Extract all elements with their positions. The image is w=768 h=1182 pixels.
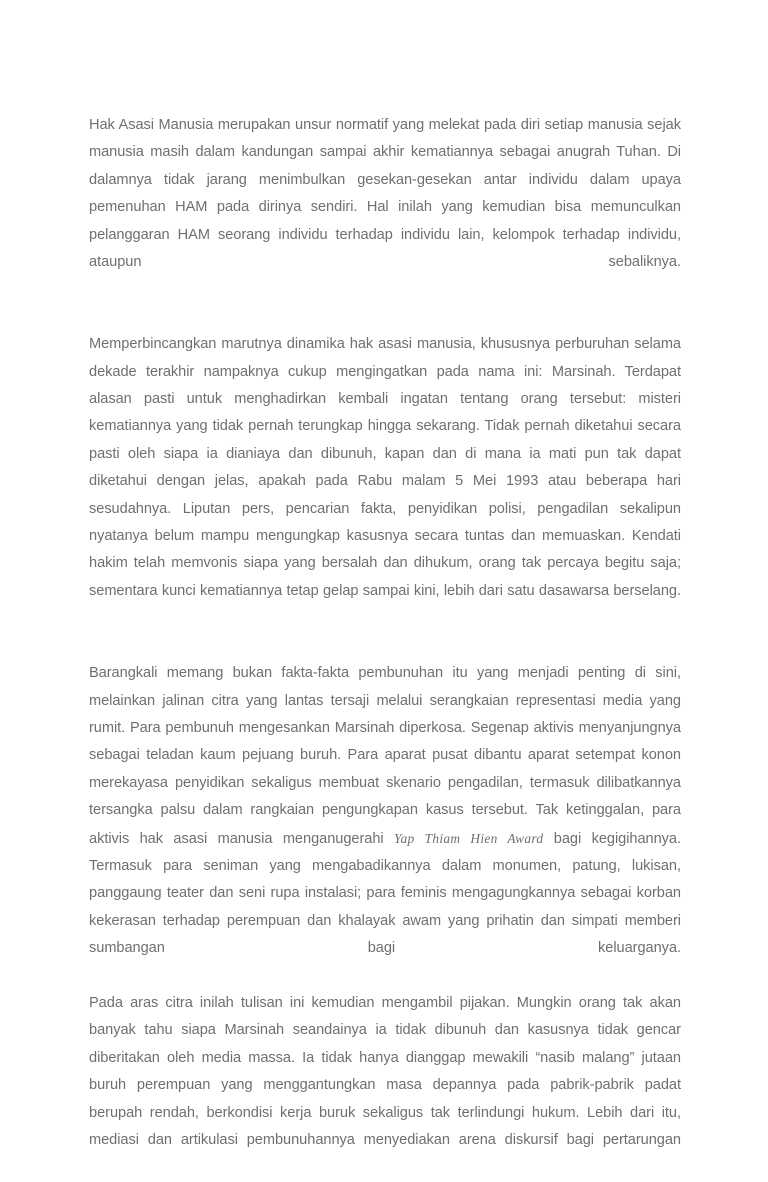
paragraph-2: Memperbincangkan marutnya dinamika hak asasi manusia, khususnya perburuhan selama dekade terakhir nampaknya cukup mengingatkan pada nama ini: Marsinah. Terdapat alasan pasti untuk menghadirkan kembali ingatan tentang orang tersebut: misteri kematiannya yang tidak pernah terungkap hingga sekarang. Tidak pernah diketahui secara pasti oleh siapa ia dianiaya dan dibunuh, kapan dan di mana ia mati pun tak dapat diketahui dengan jelas, apakah pada Rabu malam 5 Mei 1993 atau beberapa hari sesudahnya. Liputan pers, pencarian fakta, penyidikan polisi, pengadilan sekalipun nyatanya belum mampu mengungkap kasusnya secara tuntas dan memuaskan. Kendati hakim telah memvonis siapa yang bersalah dan dihukum, orang tak percaya begitu saja; sementara kunci kematiannya tetap gelap sampai kini, lebih dari satu dasawarsa berselang. xyxy=(89,336,681,599)
document-text-body xyxy=(89,112,681,1182)
paragraph-4: Pada aras citra inilah tulisan ini kemudian mengambil pijakan. Mungkin orang tak akan banyak tahu siapa Marsinah seandainya ia tidak dibunuh dan kasusnya tidak gencar diberitakan oleh media massa. Ia tidak hanya dianggap mewakili “nasib malang” jutaan buruh perempuan yang menggantungkan masa depannya pada pabrik-pabrik padat berupah rendah, berkondisi kerja buruk sekaligus tak terlindungi hukum. Lebih dari itu, mediasi dan artikulasi pembunuhannya menyediakan arena diskursif bagi pertarungan xyxy=(89,994,681,1148)
yap-thiam-hien-award-italic: Yap Thiam Hien Award xyxy=(394,830,544,846)
paragraph-3-text-before-award: Barangkali memang bukan fakta-fakta pembunuhan itu yang menjadi penting di sini, melainkan jalinan citra yang lantas tersaji melalui serangkaian representasi media yang rumit. Para pembunuh mengesankan Marsinah diperkosa. Segenap aktivis menyanjungnya sebagai teladan kaum pejuang buruh. Para aparat pusat dibantu aparat setempat konon merekayasa penyidikan sekaligus membuat skenario pengadilan, termasuk dilibatkannya tersangka palsu dalam rangkaian pengungkapan kasus tersebut. Tak ketinggalan, para aktivis hak asasi manusia menganugerahi xyxy=(89,665,681,847)
paragraph-3-text-after-award: bagi kegigihannya. Termasuk para seniman yang mengabadikannya dalam monumen, patung, lukisan, panggaung teater dan seni rupa instalasi; para feminis mengagungkannya sebagai korban kekerasan terhadap perempuan dan khalayak awam yang prihatin dan simpati memberi sumbangan bagi keluarganya. xyxy=(89,830,681,957)
paragraph-3 xyxy=(89,660,681,990)
paragraph-1: Hak Asasi Manusia merupakan unsur normatif yang melekat pada diri setiap manusia sejak manusia masih dalam kandungan sampai akhir kematiannya sebagai anugrah Tuhan. Di dalamnya tidak jarang menimbulkan gesekan-gesekan antar individu dalam upaya pemenuhan HAM pada dirinya sendiri. Hal inilah yang kemudian bisa memunculkan pelanggaran HAM seorang individu terhadap individu lain, kelompok terhadap individu, ataupun sebaliknya. xyxy=(89,117,681,271)
